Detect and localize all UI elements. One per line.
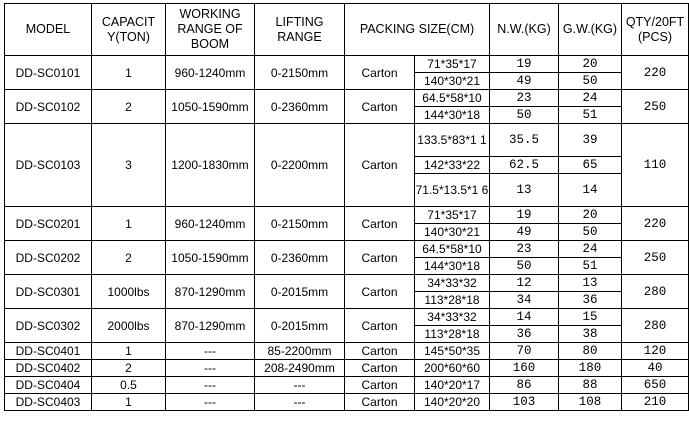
packing-type-cell: Carton [345,56,415,90]
packing-size-cell: 140*30*21 [415,224,490,241]
boom-range-cell: 1050-1590mm [166,90,255,124]
packing-type-cell: Carton [345,241,415,275]
model-cell: DD-SC0402 [5,360,92,377]
gross-weight-cell: 180 [559,360,622,377]
model-cell: DD-SC0404 [5,377,92,394]
table-row [5,377,689,394]
table-row [5,207,689,224]
table-row [5,124,689,157]
qty-cell: 220 [622,207,689,241]
model-cell: DD-SC0102 [5,90,92,124]
gross-weight-cell: 13 [559,275,622,292]
table-row [5,343,689,360]
packing-size-cell: 34*33*32 [415,275,490,292]
spec-table [4,3,689,411]
boom-range-cell: 960-1240mm [166,56,255,90]
net-weight-cell: 62.5 [490,157,559,174]
net-weight-cell: 34 [490,292,559,309]
capacity-cell: 2 [92,90,166,124]
header-boom-range: WORKING RANGE OF BOOM [166,4,255,56]
packing-size-cell: 64.5*58*10 [415,90,490,107]
model-cell: DD-SC0301 [5,275,92,309]
boom-range-cell: --- [166,343,255,360]
qty-cell: 210 [622,394,689,411]
model-cell: DD-SC0101 [5,56,92,90]
packing-size-cell: 140*30*21 [415,73,490,90]
lifting-range-cell: 208-2490mm [255,360,345,377]
header-model: MODEL [5,4,92,56]
gross-weight-cell: 50 [559,224,622,241]
packing-type-cell: Carton [345,309,415,343]
net-weight-cell: 14 [490,309,559,326]
header-lifting-range: LIFTING RANGE [255,4,345,56]
net-weight-cell: 103 [490,394,559,411]
lifting-range-cell: 0-2360mm [255,241,345,275]
gross-weight-cell: 50 [559,73,622,90]
gross-weight-cell: 38 [559,326,622,343]
net-weight-cell: 19 [490,56,559,73]
lifting-range-cell: 85-2200mm [255,343,345,360]
qty-cell: 220 [622,56,689,90]
gross-weight-cell: 39 [559,124,622,157]
packing-size-cell: 71*35*17 [415,56,490,73]
capacity-cell: 2 [92,360,166,377]
packing-size-cell: 140*20*20 [415,394,490,411]
gross-weight-cell: 15 [559,309,622,326]
qty-cell: 250 [622,90,689,124]
table-row [5,394,689,411]
capacity-cell: 1 [92,394,166,411]
net-weight-cell: 50 [490,258,559,275]
qty-cell: 40 [622,360,689,377]
gross-weight-cell: 108 [559,394,622,411]
net-weight-cell: 35.5 [490,124,559,157]
capacity-cell: 1 [92,343,166,360]
gross-weight-cell: 65 [559,157,622,174]
net-weight-cell: 13 [490,174,559,207]
packing-size-cell: 71*35*17 [415,207,490,224]
net-weight-cell: 49 [490,73,559,90]
header-capacity: CAPACIT Y(TON) [92,4,166,56]
model-cell: DD-SC0401 [5,343,92,360]
header-net-weight: N.W.(KG) [490,4,559,56]
packing-size-cell: 145*50*35 [415,343,490,360]
boom-range-cell: 870-1290mm [166,309,255,343]
model-cell: DD-SC0201 [5,207,92,241]
net-weight-cell: 23 [490,241,559,258]
packing-size-cell: 71.5*13.5*1 6 [415,174,490,207]
gross-weight-cell: 36 [559,292,622,309]
capacity-cell: 0.5 [92,377,166,394]
net-weight-cell: 160 [490,360,559,377]
net-weight-cell: 86 [490,377,559,394]
lifting-range-cell: 0-2150mm [255,56,345,90]
capacity-cell: 1000lbs [92,275,166,309]
qty-cell: 280 [622,309,689,343]
net-weight-cell: 19 [490,207,559,224]
table-row [5,275,689,292]
packing-size-cell: 144*30*18 [415,107,490,124]
gross-weight-cell: 24 [559,90,622,107]
table-row [5,360,689,377]
boom-range-cell: --- [166,360,255,377]
boom-range-cell: 1050-1590mm [166,241,255,275]
qty-cell: 110 [622,124,689,207]
gross-weight-cell: 24 [559,241,622,258]
lifting-range-cell: 0-2015mm [255,309,345,343]
capacity-cell: 1 [92,207,166,241]
qty-cell: 250 [622,241,689,275]
model-cell: DD-SC0403 [5,394,92,411]
header-qty: QTY/20FT (PCS) [622,4,689,56]
model-cell: DD-SC0202 [5,241,92,275]
packing-type-cell: Carton [345,275,415,309]
capacity-cell: 2 [92,241,166,275]
packing-type-cell: Carton [345,90,415,124]
packing-size-cell: 200*60*60 [415,360,490,377]
packing-type-cell: Carton [345,394,415,411]
packing-size-cell: 140*20*17 [415,377,490,394]
model-cell: DD-SC0302 [5,309,92,343]
gross-weight-cell: 20 [559,56,622,73]
boom-range-cell: --- [166,394,255,411]
header-packing-size: PACKING SIZE(CM) [345,4,490,56]
boom-range-cell: --- [166,377,255,394]
packing-type-cell: Carton [345,124,415,207]
table-row [5,56,689,73]
packing-type-cell: Carton [345,377,415,394]
gross-weight-cell: 20 [559,207,622,224]
table-row [5,90,689,107]
table-body [5,56,689,411]
packing-type-cell: Carton [345,207,415,241]
lifting-range-cell: 0-2150mm [255,207,345,241]
header-row [5,4,689,56]
lifting-range-cell: 0-2200mm [255,124,345,207]
net-weight-cell: 23 [490,90,559,107]
packing-type-cell: Carton [345,360,415,377]
packing-size-cell: 113*28*18 [415,326,490,343]
qty-cell: 650 [622,377,689,394]
lifting-range-cell: 0-2015mm [255,275,345,309]
packing-size-cell: 144*30*18 [415,258,490,275]
qty-cell: 280 [622,275,689,309]
capacity-cell: 1 [92,56,166,90]
boom-range-cell: 1200-1830mm [166,124,255,207]
gross-weight-cell: 14 [559,174,622,207]
packing-type-cell: Carton [345,343,415,360]
table-row [5,309,689,326]
packing-size-cell: 34*33*32 [415,309,490,326]
qty-cell: 120 [622,343,689,360]
packing-size-cell: 142*33*22 [415,157,490,174]
model-cell: DD-SC0103 [5,124,92,207]
net-weight-cell: 70 [490,343,559,360]
boom-range-cell: 870-1290mm [166,275,255,309]
lifting-range-cell: 0-2360mm [255,90,345,124]
table-row [5,241,689,258]
gross-weight-cell: 88 [559,377,622,394]
net-weight-cell: 36 [490,326,559,343]
net-weight-cell: 12 [490,275,559,292]
lifting-range-cell: --- [255,394,345,411]
packing-size-cell: 113*28*18 [415,292,490,309]
boom-range-cell: 960-1240mm [166,207,255,241]
packing-size-cell: 133.5*83*1 1 [415,124,490,157]
capacity-cell: 3 [92,124,166,207]
gross-weight-cell: 51 [559,107,622,124]
capacity-cell: 2000lbs [92,309,166,343]
lifting-range-cell: --- [255,377,345,394]
net-weight-cell: 50 [490,107,559,124]
packing-size-cell: 64.5*58*10 [415,241,490,258]
gross-weight-cell: 51 [559,258,622,275]
net-weight-cell: 49 [490,224,559,241]
gross-weight-cell: 80 [559,343,622,360]
header-gross-weight: G.W.(KG) [559,4,622,56]
